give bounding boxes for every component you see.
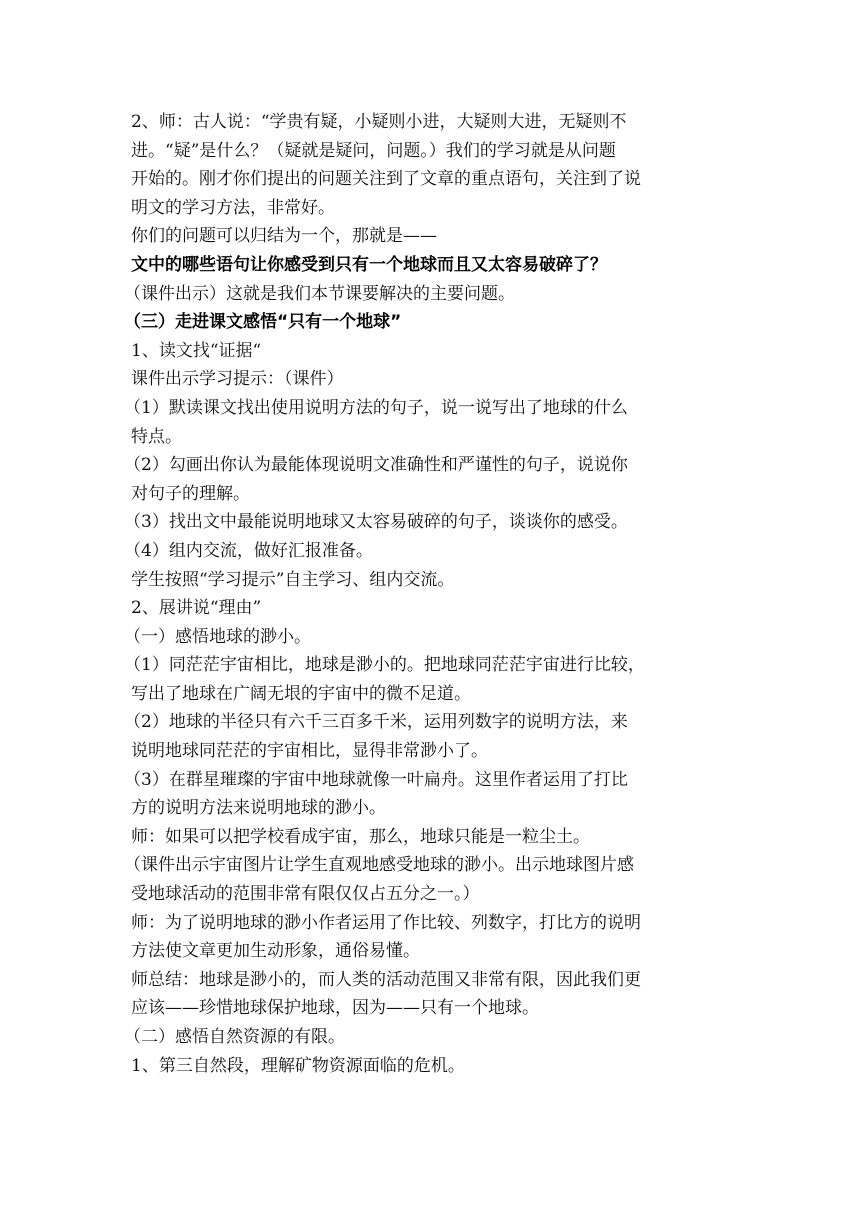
- heading-line: 文中的哪些语句让你感受到只有一个地球而且又太容易破碎了？: [131, 254, 607, 275]
- text-line: 师：如果可以把学校看成宇宙，那么，地球只能是一粒尘土。: [131, 826, 590, 847]
- text-line: 对句子的理解。: [131, 483, 250, 504]
- text-line: 课件出示学习提示：（课件）: [131, 369, 344, 390]
- text-line: （4）组内交流，做好汇报准备。: [124, 540, 373, 561]
- text-line: 说明地球同茫茫的宇宙相比，显得非常渺小了。: [131, 741, 488, 762]
- text-line: 方法使文章更加生动形象，通俗易懂。: [131, 941, 420, 962]
- text-line: 应该——珍惜地球保护地球，因为——只有一个地球。: [131, 998, 539, 1019]
- text-line: （课件出示）这就是我们本节课要解决的主要问题。: [124, 283, 515, 304]
- text-line: 1、读文找“证据“: [131, 340, 262, 361]
- text-line: 受地球活动的范围非常有限仅仅占五分之一。）: [131, 884, 480, 905]
- text-line: 2、师：古人说：“学贵有疑，小疑则小进，大疑则大进，无疑则不: [131, 112, 627, 132]
- text-line: 进。“疑”是什么？（疑就是疑问，问题。）我们的学习就是从问题: [131, 140, 616, 161]
- text-line: （3）在群星璀璨的宇宙中地球就像一叶扁舟。这里作者运用了打比: [124, 769, 628, 790]
- text-line: 特点。: [131, 426, 182, 447]
- text-line: （2）勾画出你认为最能体现说明文准确性和严谨性的句子，说说你: [124, 455, 628, 476]
- document-body: [124, 108, 735, 1080]
- text-line: 师总结：地球是渺小的，而人类的活动范围又非常有限，因此我们更: [131, 969, 641, 990]
- text-line: 学生按照“学习提示”自主学习、组内交流。: [131, 569, 455, 590]
- text-line: （1）默读课文找出使用说明方法的句子，说一说写出了地球的什么: [124, 397, 628, 418]
- text-line: 2、展讲说“理由”: [131, 598, 262, 619]
- text-line: （3）找出文中最能说明地球又太容易破碎的句子，谈谈你的感受。: [124, 512, 628, 533]
- text-line: （一）感悟地球的渺小。: [124, 626, 311, 647]
- text-line: 你们的问题可以归结为一个，那就是——: [131, 226, 437, 247]
- text-line: 师：为了说明地球的渺小作者运用了作比较、列数字，打比方的说明: [131, 912, 641, 933]
- text-line: （1）同茫茫宇宙相比，地球是渺小的。把地球同茫茫宇宙进行比较，: [124, 655, 645, 676]
- text-line: 开始的。刚才你们提出的问题关注到了文章的重点语句，关注到了说: [131, 169, 641, 190]
- text-line: 写出了地球在广阔无垠的宇宙中的微不足道。: [131, 683, 471, 704]
- text-line: （课件出示宇宙图片让学生直观地感受地球的渺小。出示地球图片感: [124, 855, 634, 876]
- text-line: （2）地球的半径只有六千三百多千米，运用列数字的说明方法，来: [124, 712, 628, 733]
- heading-line: （三）走进课文感悟“只有一个地球”: [124, 312, 402, 333]
- text-line: （二）感悟自然资源的有限。: [124, 1027, 345, 1047]
- text-line: 明文的学习方法，非常好。: [131, 197, 335, 218]
- text-line: 方的说明方法来说明地球的渺小。: [131, 798, 386, 819]
- text-line: 1、第三自然段，理解矿物资源面临的危机。: [131, 1055, 465, 1076]
